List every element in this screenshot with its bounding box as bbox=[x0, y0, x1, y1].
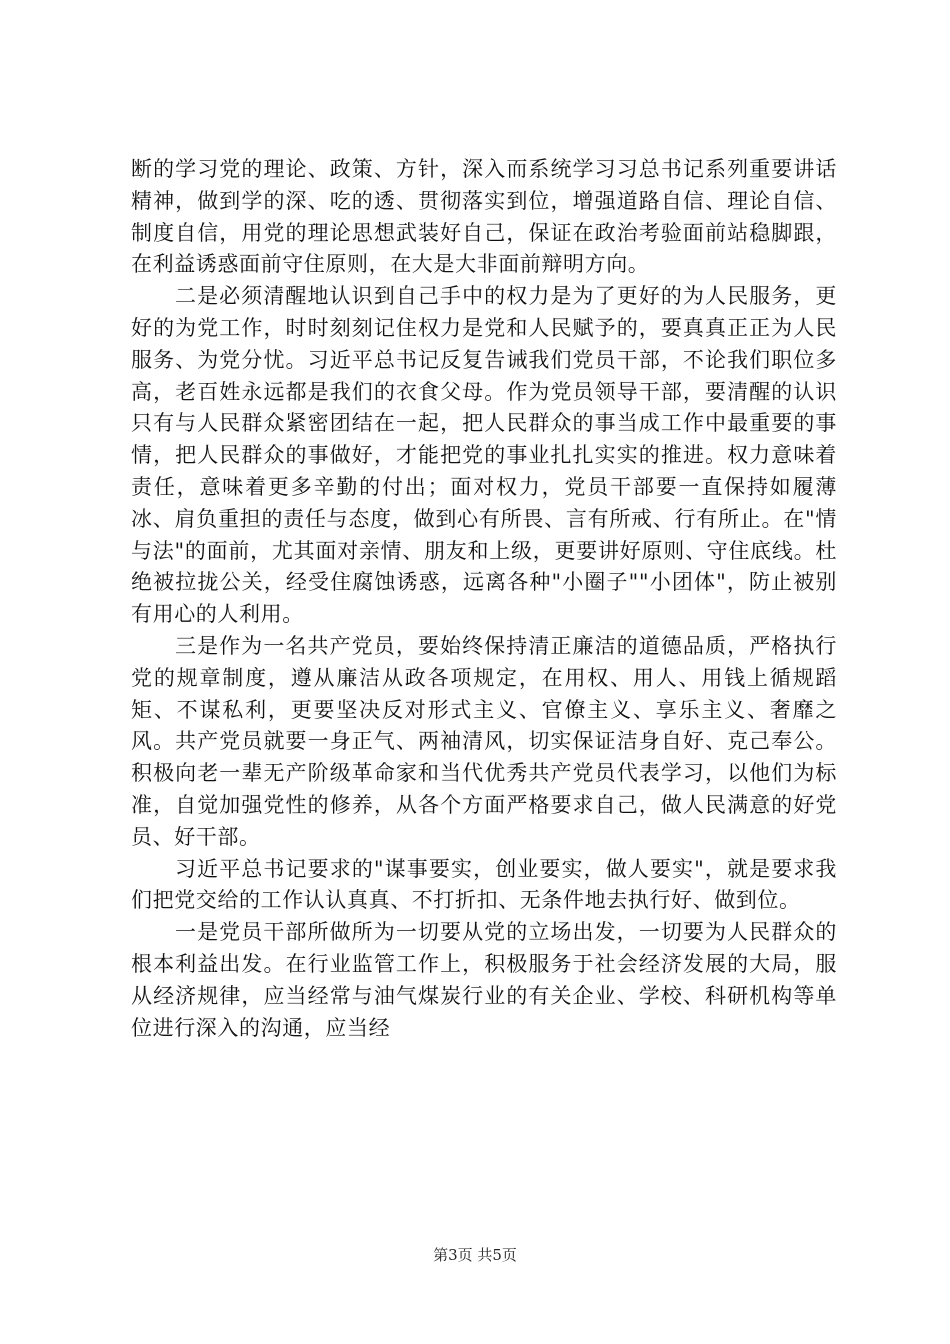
paragraph-continuation: 断的学习党的理论、政策、方针，深入而系统学习习总书记系列重要讲话精神，做到学的深、吃的透、贯彻落实到位，增强道路自信、理论自信、制度自信，用党的理论思想武装好自己，保证在政治考验面前站稳脚跟，在利益诱惑面前守住原则，在大是大非面前辩明方向。 bbox=[131, 157, 837, 277]
page-number-footer: 第3页 共5页 bbox=[433, 1246, 517, 1264]
document-body bbox=[131, 154, 837, 1044]
paragraph-point-two: 二是必须清醒地认识到自己手中的权力是为了更好的为人民服务，更好的为党工作，时时刻刻记住权力是党和人民赋予的，要真真正正为人民服务、为党分忧。习近平总书记反复告诫我们党员干部，不论我们职位多高，老百姓永远都是我们的衣食父母。作为党员领导干部，要清醒的认识只有与人民群众紧密团结在一起，把人民群众的事当成工作中最重要的事情，把人民群众的事做好，才能把党的事业扎扎实实的推进。权力意味着责任，意味着更多辛勤的付出；面对权力，党员干部要一直保持如履薄冰、肩负重担的责任与态度，做到心有所畏、言有所戒、行有所止。在"情与法"的面前，尤其面对亲情、朋友和上级，更要讲好原则、守住底线。杜绝被拉拢公关，经受住腐蚀诱惑，远离各种"小圈子""小团体"，防止被别有用心的人利用。 bbox=[131, 284, 837, 627]
paragraph-point-one: 一是党员干部所做所为一切要从党的立场出发，一切要为人民群众的根本利益出发。在行业监管工作上，积极服务于社会经济发展的大局，服从经济规律，应当经常与油气煤炭行业的有关企业、学校、科研机构等单位进行深入的沟通，应当经 bbox=[131, 920, 837, 1040]
paragraph-point-three: 三是作为一名共产党员，要始终保持清正廉洁的道德品质，严格执行党的规章制度，遵从廉洁从政各项规定，在用权、用人、用钱上循规蹈矩、不谋私利，更要坚决反对形式主义、官僚主义、享乐主义、奢靡之风。共产党员就要一身正气、两袖清风，切实保证洁身自好、克己奉公。积极向老一辈无产阶级革命家和当代优秀共产党员代表学习，以他们为标准，自觉加强党性的修养，从各个方面严格要求自己，做人民满意的好党员、好干部。 bbox=[131, 633, 837, 849]
paragraph-three-stricts: 习近平总书记要求的"谋事要实，创业要实，做人要实"，就是要求我们把党交给的工作认认真真、不打折扣、无条件地去执行好、做到位。 bbox=[131, 856, 837, 913]
